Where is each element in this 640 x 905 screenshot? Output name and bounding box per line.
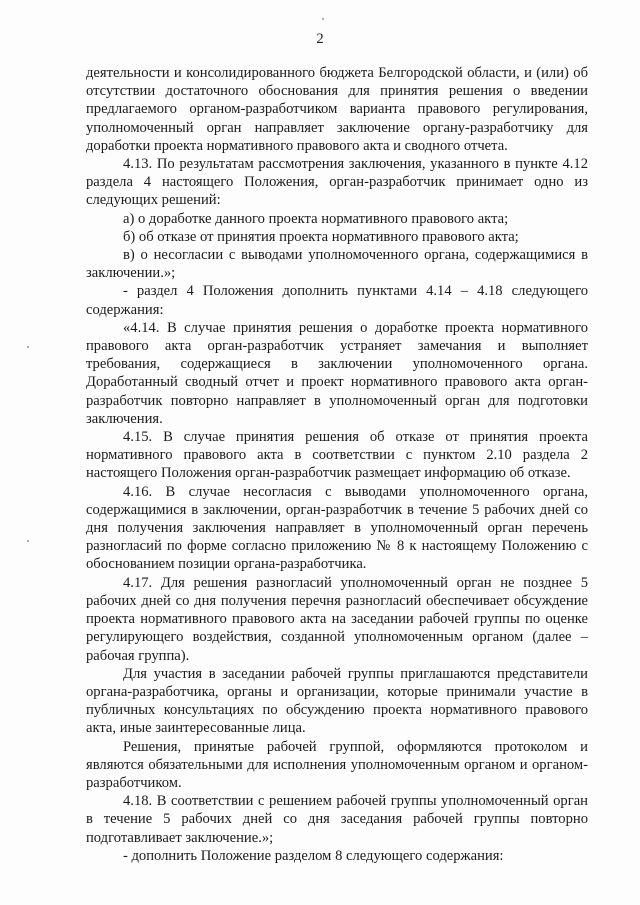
paragraph-4-16: 4.16. В случае несогласия с выводами уполномоченного органа, содержащимися в заключении, орган-разработчик в течение 5 рабочих дней со дня получения заключения направляет в уполномоченный орган перечень разногласий по форме согласно приложению № 8 к настоящему Положению с обоснованием позиции органа-разработчика. [86,483,588,573]
document-body [86,64,588,865]
scan-speck [27,540,29,542]
amendment-section-4: - раздел 4 Положения дополнить пунктами 4.14 – 4.18 следующего содержания: [86,283,588,318]
scan-speck [322,18,324,20]
paragraph-4-13: 4.13. По результатам рассмотрения заключения, указанного в пункте 4.12 раздела 4 настоящего Положения, орган-разработчик принимает одно из следующих решений: [86,156,588,209]
paragraph-working-group-decisions: Решения, принятые рабочей группой, оформляются протоколом и являются обязательными для исполнения уполномоченным органом и органом-разработчиком. [86,738,588,791]
scan-speck [27,346,29,348]
list-item-a: а) о доработке данного проекта нормативного правового акта; [123,210,509,227]
paragraph-4-17: 4.17. Для решения разногласий уполномоченный орган не позднее 5 рабочих дней со дня получения перечня разногласий обеспечивает обсуждение проекта нормативного правового акта на заседании рабочей группы по оценке регулирующего воздействия, созданной уполномоченным органом (далее – рабочая группа). [86,574,588,664]
paragraph-working-group-participants: Для участия в заседании рабочей группы приглашаются представители органа-разработчика, органы и организации, которые принимали участие в публичных консультациях по обсуждению проекта нормативного правового акта, иные заинтересованные лица. [86,665,588,737]
paragraph-4-15: 4.15. В случае принятия решения об отказе от принятия проекта нормативного правового акта в соответствии с пунктом 2.10 раздела 2 настоящего Положения орган-разработчик размещает информацию об отказе. [86,429,588,482]
list-item-b: б) об отказе от принятия проекта нормативного правового акта; [123,228,519,245]
paragraph-4-18: 4.18. В соответствии с решением рабочей группы уполномоченный орган в течение 5 рабочих дней со дня заседания рабочей группы повторно подготавливает заключение.»; [86,793,588,846]
list-item-v: в) о несогласии с выводами уполномоченного органа, содержащимися в заключении.»; [86,247,588,282]
page-number: 2 [316,31,324,47]
paragraph-4-14: «4.14. В случае принятия решения о доработке проекта нормативного правового акта орган-разработчик устраняет замечания и выполняет требования, содержащиеся в заключении уполномоченного органа. Доработанный сводный отчет и проект нормативного правового акта орган-разработчик повторно направляет в уполномоченный орган для подготовки заключения. [86,319,588,427]
paragraph-continuation: деятельности и консолидированного бюджета Белгородской области, и (или) об отсутствии достаточного обоснования для принятия решения о введении предлагаемого органом-разработчиком варианта правового регулирования, уполномоченный орган направляет заключение органу-разработчику для доработки проекта нормативного правового акта и сводного отчета. [86,65,588,154]
amendment-section-8: - дополнить Положение разделом 8 следующего содержания: [123,847,504,864]
